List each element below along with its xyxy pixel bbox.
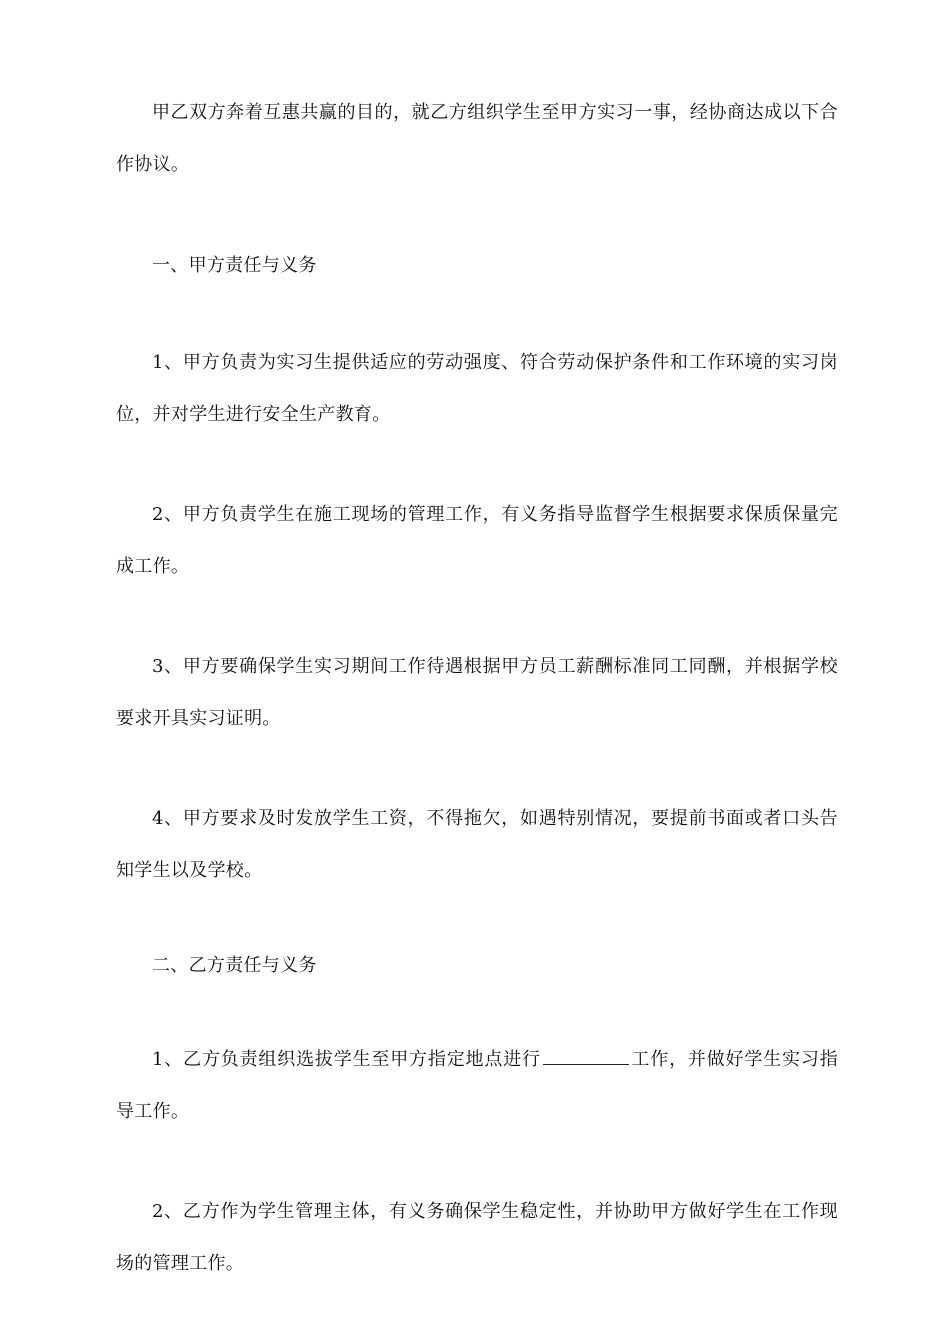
section-1-item-2: 2、甲方负责学生在施工现场的管理工作，有义务指导监督学生根据要求保质保量完成工作。 — [116, 504, 838, 577]
section-2-item-1-text-after: 工作，并做好学生实习指导工作。 — [116, 1049, 838, 1122]
section-1-item-4: 4、甲方要求及时发放学生工资，不得拖欠，如遇特别情况，要提前书面或者口头告知学生以及学校。 — [116, 808, 838, 881]
section-2-item-2: 2、乙方作为学生管理主体，有义务确保学生稳定性，并协助甲方做好学生在工作现场的管理工作。 — [116, 1201, 838, 1274]
section-1-item-3: 3、甲方要确保学生实习期间工作待遇根据甲方员工薪酬标准同工同酬，并根据学校要求开具实习证明。 — [116, 656, 838, 729]
section-1-item-1: 1、甲方负责为实习生提供适应的劳动强度、符合劳动保护条件和工作环境的实习岗位，并对学生进行安全生产教育。 — [116, 352, 838, 425]
section-1-heading: 一、甲方责任与义务 — [152, 255, 317, 276]
intro-paragraph: 甲乙双方奔着互惠共赢的目的，就乙方组织学生至甲方实习一事，经协商达成以下合作协议。 — [116, 102, 838, 175]
section-2-item-1-text-before: 1、乙方负责组织选拔学生至甲方指定地点进行 — [152, 1049, 541, 1070]
fill-in-blank-line — [543, 1048, 629, 1065]
section-2-heading: 二、乙方责任与义务 — [152, 955, 317, 976]
section-2-item-1 — [116, 1034, 838, 1138]
